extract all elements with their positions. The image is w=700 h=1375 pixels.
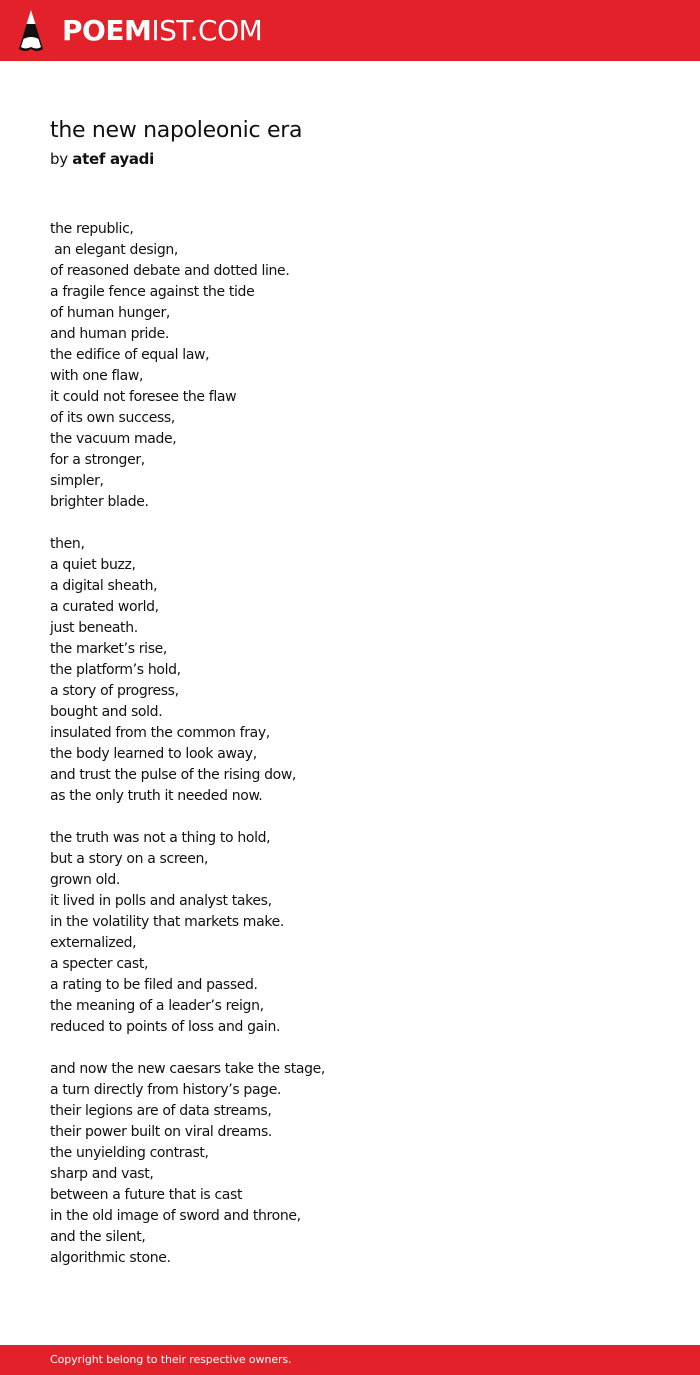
- poem-line: of reasoned debate and dotted line.: [50, 263, 290, 279]
- poem-line: and now the new caesars take the stage,: [50, 1061, 326, 1077]
- poem-line: bought and sold.: [50, 704, 163, 720]
- poem-line: and the silent,: [50, 1229, 146, 1245]
- poem-line: the truth was not a thing to hold,: [50, 830, 271, 846]
- poem-stanza: [50, 828, 650, 1038]
- pencil-tip-icon: [17, 9, 45, 53]
- poem-line: a digital sheath,: [50, 578, 158, 594]
- wordmark-light: IST.COM: [151, 14, 263, 47]
- poem-line: their power built on viral dreams.: [50, 1124, 273, 1140]
- poem-line: the body learned to look away,: [50, 746, 257, 762]
- poem-line: brighter blade.: [50, 494, 149, 510]
- copyright-notice: Copyright belong to their respective owners.: [50, 1353, 292, 1366]
- poem-line: an elegant design,: [50, 242, 178, 258]
- poem-line: in the old image of sword and throne,: [50, 1208, 301, 1224]
- poem-line: a quiet buzz,: [50, 557, 136, 573]
- poem-stanza: [50, 219, 650, 513]
- poem-line: of its own success,: [50, 410, 175, 426]
- poem-line: and human pride.: [50, 326, 169, 342]
- poem-line: and trust the pulse of the rising dow,: [50, 767, 297, 783]
- poem-line: it lived in polls and analyst takes,: [50, 893, 272, 909]
- by-label: by: [50, 150, 68, 168]
- site-header: [0, 0, 700, 61]
- poem-line: as the only truth it needed now.: [50, 788, 263, 804]
- poem-stanza: [50, 1059, 650, 1269]
- poem-line: between a future that is cast: [50, 1187, 243, 1203]
- poem-line: the vacuum made,: [50, 431, 177, 447]
- poem-line: externalized,: [50, 935, 137, 951]
- poem-line: for a stronger,: [50, 452, 145, 468]
- poem-line: a story of progress,: [50, 683, 179, 699]
- poem-line: then,: [50, 536, 85, 552]
- poem-line: the edifice of equal law,: [50, 347, 210, 363]
- site-logo[interactable]: [17, 9, 262, 53]
- poem-line: a turn directly from history’s page.: [50, 1082, 282, 1098]
- wordmark-bold: POEM: [62, 14, 152, 47]
- author-name[interactable]: atef ayadi: [72, 150, 154, 168]
- byline: [50, 148, 154, 170]
- poem-line: a fragile fence against the tide: [50, 284, 255, 300]
- poem-line: grown old.: [50, 872, 120, 888]
- poem-line: the republic,: [50, 221, 134, 237]
- poem-line: the platform’s hold,: [50, 662, 181, 678]
- poem-line: reduced to points of loss and gain.: [50, 1019, 281, 1035]
- poem-stanza: [50, 534, 650, 807]
- site-footer: [0, 1345, 700, 1375]
- poem-line: the meaning of a leader’s reign,: [50, 998, 264, 1014]
- poem-line: the market’s rise,: [50, 641, 168, 657]
- poem-title: the new napoleonic era: [50, 118, 303, 143]
- poem-line: in the volatility that markets make.: [50, 914, 284, 930]
- poem-line: a rating to be filed and passed.: [50, 977, 258, 993]
- poem-line: algorithmic stone.: [50, 1250, 171, 1266]
- poem-line: simpler,: [50, 473, 104, 489]
- poem-line: just beneath.: [50, 620, 138, 636]
- poem-line: sharp and vast,: [50, 1166, 154, 1182]
- poem-line: the unyielding contrast,: [50, 1145, 209, 1161]
- poem-line: but a story on a screen,: [50, 851, 209, 867]
- poem-line: of human hunger,: [50, 305, 170, 321]
- poem-line: it could not foresee the flaw: [50, 389, 237, 405]
- poem-line: with one flaw,: [50, 368, 144, 384]
- poem-line: insulated from the common fray,: [50, 725, 270, 741]
- poem-line: their legions are of data streams,: [50, 1103, 272, 1119]
- site-wordmark: [62, 14, 263, 47]
- poem-line: a curated world,: [50, 599, 159, 615]
- poem-body: [50, 219, 650, 1290]
- poem-line: a specter cast,: [50, 956, 149, 972]
